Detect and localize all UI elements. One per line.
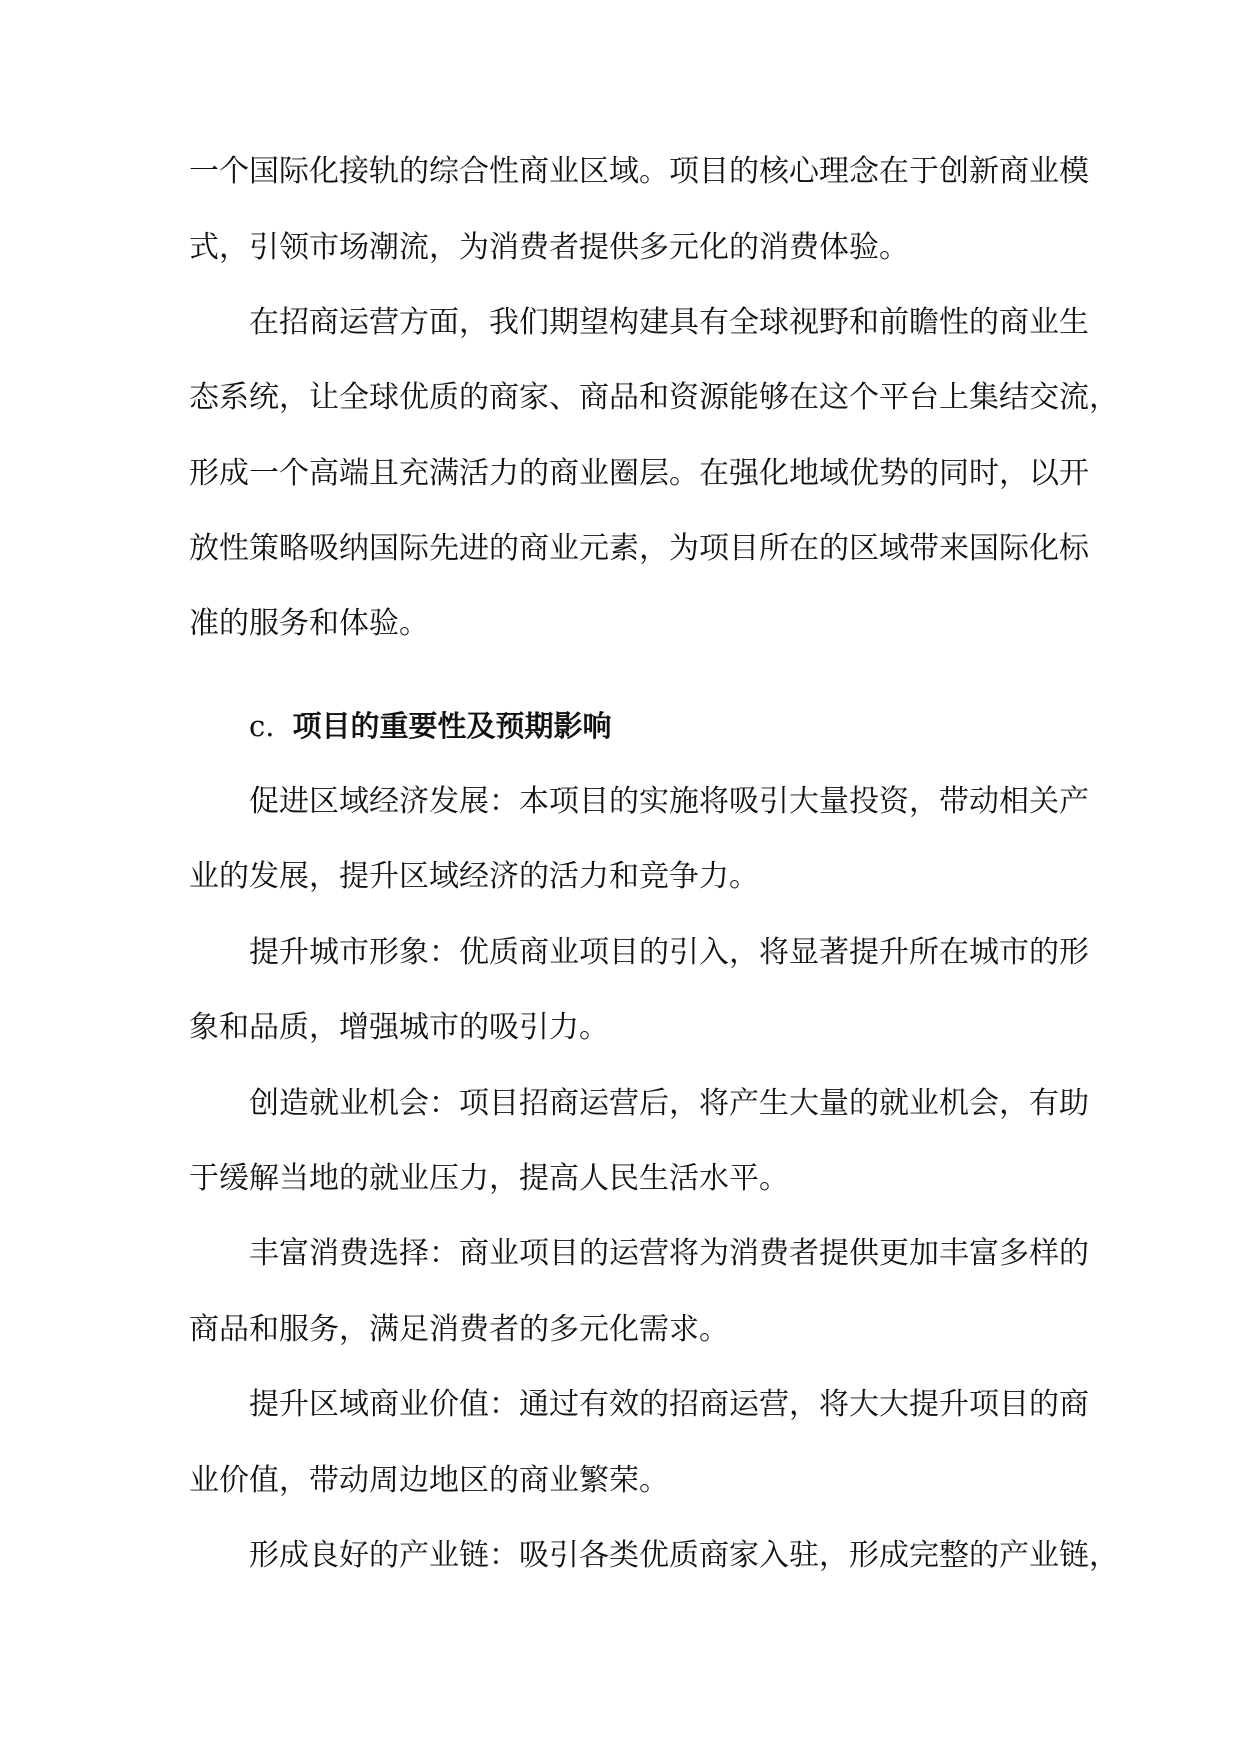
paragraph-line: 在招商运营方面，我们期望构建具有全球视野和前瞻性的商业生 — [249, 305, 1089, 340]
paragraph-line: 形成一个高端且充满活力的商业圈层。在强化地域优势的同时，以开 — [189, 456, 1089, 491]
paragraph-line: 准的服务和体验。 — [189, 606, 429, 641]
paragraph-line: 态系统，让全球优质的商家、商品和资源能够在这个平台上集结交流， — [189, 380, 1119, 415]
impact-line: 提升区域商业价值：通过有效的招商运营，将大大提升项目的商 — [249, 1387, 1089, 1422]
impact-line: 商品和服务，满足消费者的多元化需求。 — [189, 1312, 729, 1347]
section-heading — [249, 706, 611, 746]
section-title: 项目的重要性及预期影响 — [292, 709, 612, 743]
impact-line: 业价值，带动周边地区的商业繁荣。 — [189, 1463, 669, 1498]
paragraph-line: 放性策略吸纳国际先进的商业元素，为项目所在的区域带来国际化标 — [189, 531, 1089, 566]
impact-line: 于缓解当地的就业压力，提高人民生活水平。 — [189, 1161, 789, 1196]
impact-line: 业的发展，提升区域经济的活力和竞争力。 — [189, 859, 759, 894]
impact-line: 象和品质，增强城市的吸引力。 — [189, 1010, 609, 1045]
paragraph-line: 一个国际化接轨的综合性商业区域。项目的核心理念在于创新商业模 — [189, 154, 1089, 189]
paragraph-line: 式，引领市场潮流，为消费者提供多元化的消费体验。 — [189, 230, 909, 265]
section-marker: c. — [249, 709, 275, 743]
impact-line: 形成良好的产业链：吸引各类优质商家入驻，形成完整的产业链， — [249, 1538, 1119, 1573]
impact-line: 创造就业机会：项目招商运营后，将产生大量的就业机会，有助 — [249, 1086, 1089, 1121]
impact-line: 丰富消费选择：商业项目的运营将为消费者提供更加丰富多样的 — [249, 1236, 1089, 1271]
impact-line: 促进区域经济发展：本项目的实施将吸引大量投资，带动相关产 — [249, 784, 1089, 819]
impact-line: 提升城市形象：优质商业项目的引入，将显著提升所在城市的形 — [249, 935, 1089, 970]
